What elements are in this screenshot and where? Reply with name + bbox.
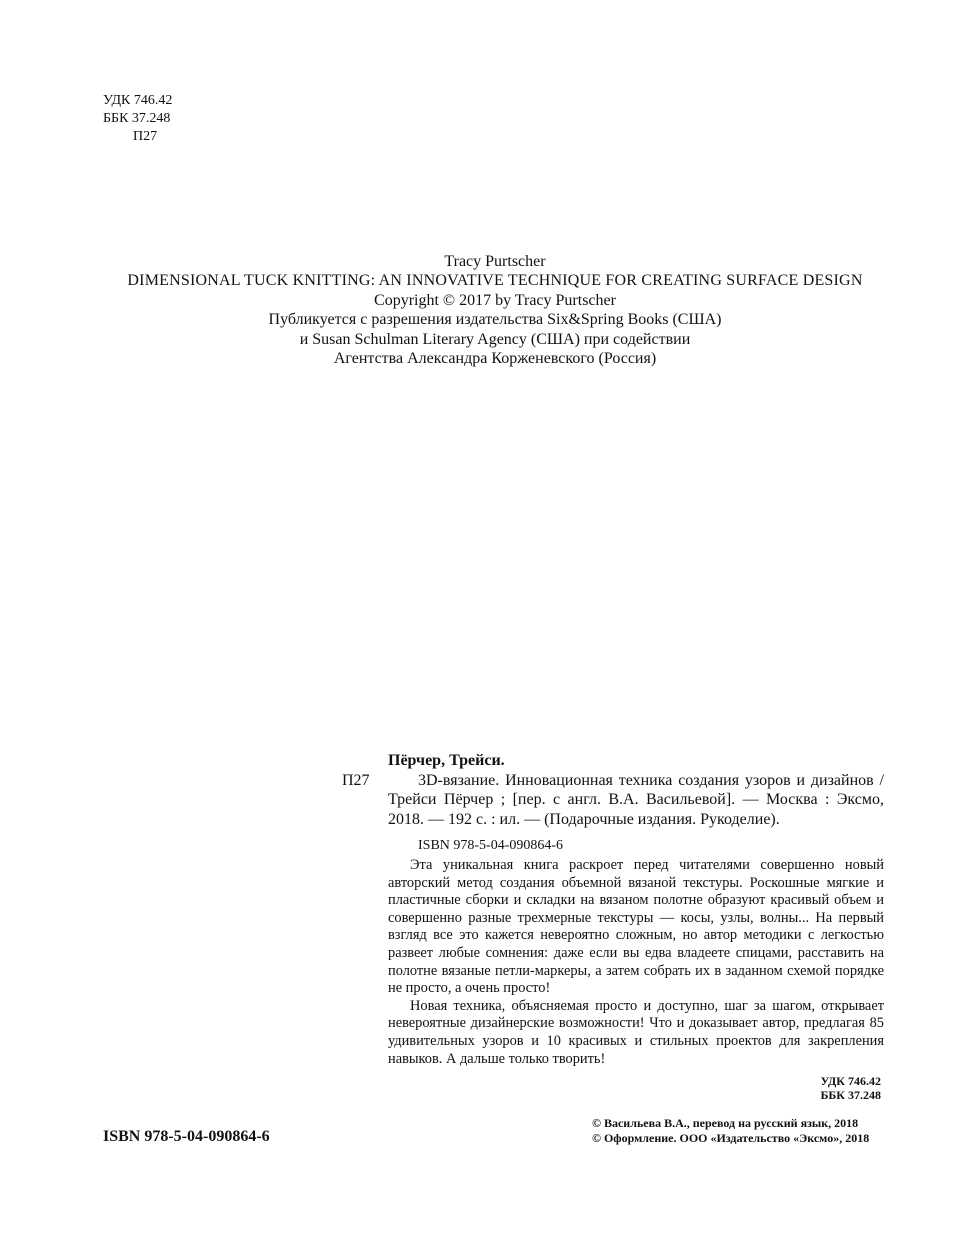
catalog-isbn: ISBN 978-5-04-090864-6 [418,838,564,853]
license-line-1: Публикуется с разрешения издательства Six&Spring Books (США) [268,311,722,329]
original-credits [0,252,960,368]
catalog-card [388,751,884,856]
copyright-line: Copyright © 2017 by Tracy Purtscher [374,291,616,309]
annotation-udk: УДК 746.42 [820,1074,881,1089]
annotation-bbk: ББК 37.248 [820,1088,882,1103]
annotation-codes [388,1074,884,1102]
footer-isbn: ISBN 978-5-04-090864-6 [103,1128,270,1145]
annotation-paragraph-2: Новая техника, объясняемая просто и доступно, шаг за шагом, открывает невероятные дизайнерские возможности! Что и доказывает автор, предлагая 85 удивительных узоров и 10 красивых и стильных проектов для закрепления навыков. А дальше только творить! [388,997,884,1067]
copyright-design: © Оформление. ООО «Издательство «Эксмо», 2018 [592,1130,870,1145]
udk-code: УДК 746.42 [103,93,173,108]
footer-copyrights [592,1116,869,1145]
catalog-author: Пёрчер, Трейси. [388,752,505,769]
bibliographic-description: 3D-вязание. Инновационная техника создания узоров и дизайнов / Трейси Пёрчер ; [пер. с англ. В.А. Васильевой]. — Москва : Эксмо, 2018. — 192 с. : ил. — (Подарочные издания. Рукоделие). [388,771,884,828]
bbk-code: ББК 37.248 [103,111,171,126]
annotation-paragraph-1: Эта уникальная книга раскроет перед читателями совершенно новый авторский метод создания объемной вязаной текстуры. Роскошные мягкие и пластичные сборки и складки на вязаном полотне образуют красивый объем и совершенно разные трехмерные текстуры — косы, узлы, волны... На первый взгляд все это кажется невероятно сложным, но автор методики с легкостью развеет любые сомнения: даже если вы едва владеете спицами, расставить на полотне вязаные петли-маркеры, а затем собрать их в заданном схемой порядке не просто, а очень просто! [388,857,884,997]
license-line-3: Агентства Александра Корженевского (Россия) [333,350,657,368]
classification-block [103,92,172,146]
original-title: DIMENSIONAL TUCK KNITTING: AN INNOVATIVE TECHNIQUE FOR CREATING SURFACE DESIGN [127,272,863,290]
license-line-2: и Susan Schulman Literary Agency (США) при содействии [299,330,691,348]
shelf-mark: П27 [342,772,370,789]
annotation [388,857,884,1102]
copyright-translation: © Васильева В.А., перевод на русский язык, 2018 [592,1116,859,1130]
original-author: Tracy Purtscher [444,253,546,270]
author-mark: П27 [133,129,158,144]
